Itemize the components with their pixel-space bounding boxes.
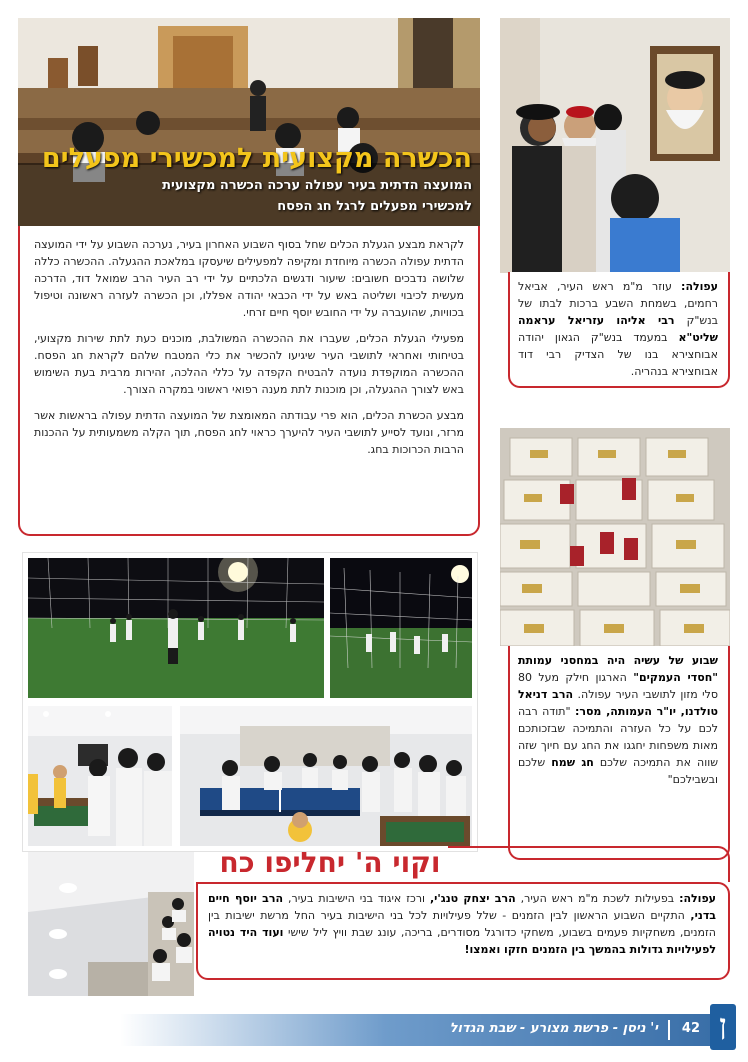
article2-text-part: התקיים השבוע הראשון לבין הזמנים - שלל פעילויות לכל בני הישיבות בעיר החל מרשת ישיבות בין הזמנים, משחקיות פעמים בשבוע, משחקי כדורגל מסודרים, בריכה, עונג שבת וויץ ליל שישי [208, 909, 716, 939]
article1-paragraph: מפעילי הגעלת הכלים, שעברו את ההכשרה המשולבת, מוכנים כעת לתת שירות מקצועי, בטיחותי ואחראי לתושבי העיר שיגיעו להכשיר את כלי המטבח שלהם לקראת חג הפסח. ההכשרה המוקפדת נועדה להבטיח הקפדה על כללי ההלכה, זהירות מרבית בעת השימוש באש לצורך ההגעלה, וכן מוכנות לתת מענה רפואי ראשוני במקרה הצורך. [34, 332, 464, 396]
article2-text-part: בפעילות לשכת מ"מ ראש העיר, [515, 892, 680, 905]
caption2-box [508, 646, 730, 860]
caption1-lead: עפולה: [681, 280, 718, 293]
caption1-text-part: עוזר מ"מ ראש העיר, אביאל רחמים, בשמחת השבע ברכות לבתו של בנש"ק [518, 280, 718, 327]
article1-paragraph: מבצע הכשרת הכלים, הוא פרי עבודתה המאומצת של המועצה הדתית עפולה בראשות אשר מרזר, ונועד לסייע לתושבי העיר להיערך כראוי לחג הפסח, תוך הקלה משמעותית על ההכנות הרבות הכרוכות בחג. [34, 409, 464, 456]
caption2-bold-lead: שבוע של עשיה היה במחסני עמותת "חסדי העמקים" [518, 654, 718, 684]
caption1-bold-name: רבי אליהו עזריאל עראמה שליט"א [518, 314, 718, 344]
soccer-field-photo [28, 558, 324, 698]
article2-body [208, 890, 716, 958]
article2-bold-name: הרב יוסף חיים בדני, [208, 892, 716, 922]
article2-lead: עפולה: [679, 892, 717, 905]
footer-bar [120, 1014, 710, 1046]
caption2-text-part: שלכם ובשבילכם" [518, 756, 718, 786]
footer-page-number: 42 [681, 1021, 700, 1036]
article1-paragraph: לקראת מבצע הגעלת הכלים שחל בסוף השבוע האחרון בעיר, נערכה השבוע על ידי המועצה הדתית עפולה הכשרה מיוחדת ומקיפה למפעילים שיעסקו במלאכת ההגעלה. ההכשרה כללה שלושה נדבכים חשובים: שיעור ודגשים הלכתיים על ידי רב העיר הרב שמואל דוד, הדרכה מעשית לכיבוי ושליטה באש על ידי הכבאי יהודה אפללו, וכן הכשרה לעזרה ראשונה וטיפול בכוויות, שהועברה על ידי החובש יוסף חיים זרחי. [34, 238, 464, 319]
article2-bold-name: הרב יצחק טנג'י, [430, 892, 516, 905]
article2-text-part: ורכז איגוד בני הישיבות בעיר, [283, 892, 430, 905]
caption2-text [518, 652, 718, 788]
publication-logo-letter: ן [719, 1008, 727, 1041]
article2-title-underline [448, 846, 730, 882]
rabbis-photo [500, 18, 730, 273]
foosball-photo [28, 706, 172, 846]
article1-subtitle-line1: המועצה הדתית בעיר עפולה ערכה הכשרה מקצועית [162, 178, 472, 193]
caption2-text-part: הארגון חילק מעל 80 סלי מזון לתושבי העיר עפולה. [518, 671, 718, 701]
article1-text-box [18, 226, 480, 536]
food-boxes-photo [500, 428, 730, 646]
ping-pong-photo [180, 706, 472, 846]
soccer-goal-photo [330, 558, 472, 698]
classroom-photo [18, 18, 480, 228]
caption1-box [508, 272, 730, 388]
article1-title: הכשרה מקצועית למכשירי מפעלים [41, 143, 472, 174]
article1-body [34, 236, 464, 458]
article2-title: וקוי ה' יחליפו כח [219, 846, 441, 879]
publication-logo [710, 1004, 736, 1050]
article2-bold-closing: ועוד היד נטויה לפעילויות גדולות בהמשך בין הזמנים חזקו ואמצו! [208, 926, 716, 956]
caption1-text-part: במעמד בנש"ק הגאון יהודה אבוחצירא בנו של הצדיק רבי דוד אבוחצירא בנהריה. [518, 331, 718, 378]
article2-text-box [196, 882, 730, 980]
caption1-text [518, 278, 718, 380]
caption2-bold-greeting: חג שמח [551, 756, 594, 769]
caption2-bold-name: הרב דניאל טולדנו, יו"ר העמותה, מסר: [518, 688, 718, 718]
article1-subtitle-line2: למכשירי מפעלים לרגל חג הפסח [277, 199, 472, 214]
room-students-photo [28, 852, 194, 996]
footer-parsha: י' ניסן - פרשת מצורע - שבת הגדול [449, 1021, 658, 1036]
caption2-text-part: "תודה רבה לכם על כל העזרה והתמיכה שבזכותכם מאות משפחות יחגגו את החג עם חיוך שזה שווה את התמיכה שלכם [518, 705, 718, 769]
footer-divider [668, 1020, 670, 1040]
